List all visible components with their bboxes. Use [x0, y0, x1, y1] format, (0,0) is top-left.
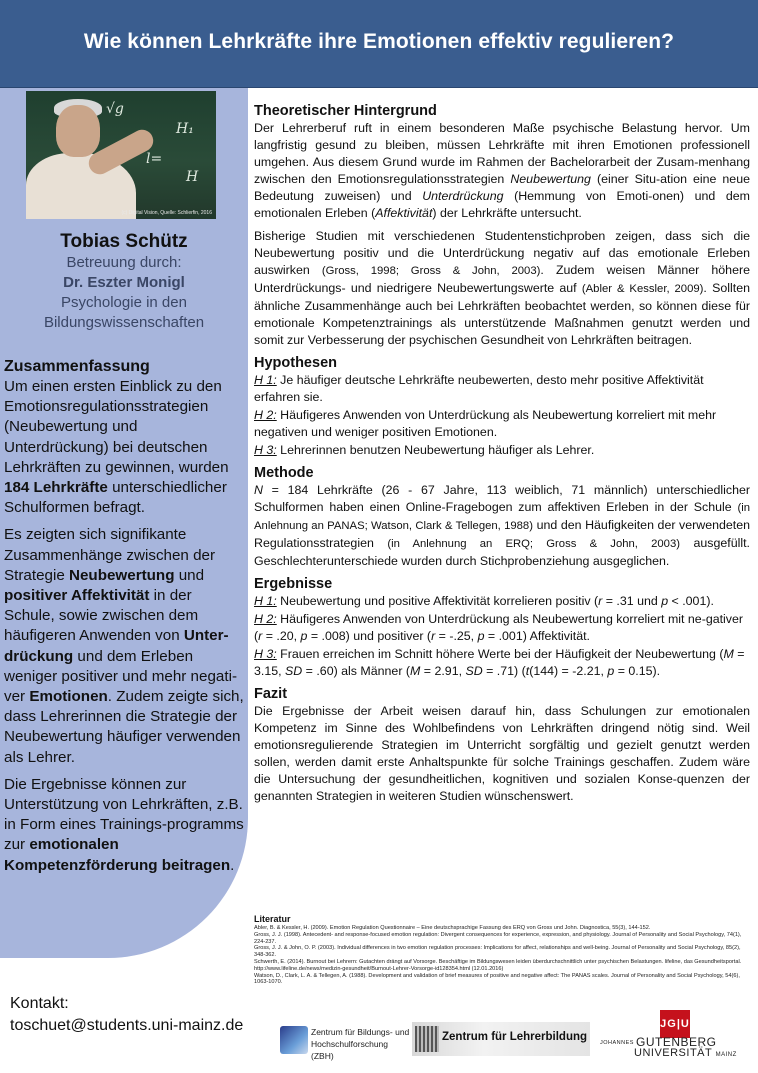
reference-item: Gross, J. J. (1998). Antecedent- and response-focused emotion regulation: Divergent consequences for experience, expression, and physiology. Journal of Personality and Social Psychology, 74(1), 224-237. — [254, 931, 742, 945]
jgu-logo-badge: JG|U — [660, 1010, 690, 1038]
zbh-logo-icon — [280, 1026, 308, 1054]
result-item: H 1: Neubewertung und positive Affektivität korrelieren positiv (r = .31 und p < .001). — [254, 594, 714, 608]
sidebar-panel — [0, 88, 248, 958]
summary-section — [4, 358, 246, 883]
chalk-formula: H — [186, 169, 199, 185]
chalk-formula: √g — [106, 101, 124, 117]
lehrerbildung-logo-icon — [415, 1026, 439, 1052]
section-title: Ergebnisse — [254, 576, 333, 592]
summary-paragraph: Die Ergebnisse können zur Unterstützung von Lehrkräften, z.B. in Form eines Trainings-programms zur emotionalen Kompetenzförderung beitragen. — [4, 775, 244, 874]
zbh-logo-text: Hochschulforschung (ZBH) — [311, 1039, 389, 1061]
lehrerbildung-logo — [412, 1022, 590, 1056]
summary-paragraph: Es zeigten sich signifikante Zusammenhänge zwischen der Strategie Neubewertung und positiver Affektivität in der Schule, sowie zwischen dem häufigeren Anwenden von Unter-drückung und dem Erleben weniger positiver und mehr negati-ver Emotionen. Zudem zeigte sich, dass Lehrerinnen die Strategie der Neubewertung häufiger verwenden als Lehrer. — [4, 526, 244, 766]
teacher-head-shape — [56, 105, 100, 157]
zbh-logo-text: Zentrum für Bildungs- und — [311, 1027, 410, 1037]
jgu-logo-text: JOHANNES — [600, 1040, 634, 1046]
result-item: H 2: Häufigeres Anwenden von Unterdrückung als Neubewertung korreliert mit ne-gativer (r = .20, p = .008) und positiver (r = -.25, p = .001) Affektivität. — [254, 612, 744, 643]
background-paragraph: Bisherige Studien mit verschiedenen Studentenstichproben zeigen, dass sich die Neubewertung positiv und die Unterdrückung negativ auf das emotionale Erleben auswirken (Gross, 1998; Gross & John, 2003). Zudem weisen Männer höhere Unterdrückungs- und niedrigere Neubewertungswerte auf (Abler & Kessler, 2009). Sollten ähnliche Zusammenhänge auch bei Lehrkräften beobachtet werden, so können diese für emotionale Kompetenztrainings als unterstützende Maßnahmen genutzt werden und somit zur Verbesserung der psychischen Gesundheit von Lehrkräften beitragen. — [254, 229, 750, 347]
jgu-logo-text: UNIVERSITÄT MAINZ — [634, 1047, 737, 1059]
reference-item: Gross, J. J. & John, O. P. (2003). Individual differences in two emotion regulation processes: Implications for affect, relationships and well-being. Journal of Personality and Social Psychology, 85(2), 348-362. — [254, 945, 741, 959]
lehrerbildung-logo-text: Zentrum für Lehrerbildung — [442, 1031, 588, 1043]
hypothesis-item: H 1: Je häufiger deutsche Lehrkräfte neubewerten, desto mehr positive Affektivität erfahren sie. — [254, 373, 704, 404]
author-name: Tobias Schütz — [60, 231, 188, 252]
summary-paragraph: Um einen ersten Einblick zu den Emotionsregulationsstrategien (Neubewertung und Unterdrückung) bei deutschen Lehrkräften zu gewinnen, wurden 184 Lehrkräfte unterschiedlicher Schulformen befragt. — [4, 378, 229, 517]
supervisor-name: Dr. Eszter Monigl — [63, 274, 185, 291]
logo-row — [280, 1010, 750, 1060]
result-item: H 3: Frauen erreichen im Schnitt höhere Werte bei der Häufigkeit der Neubewertung (M = 3.15, SD = .60) als Männer (M = 2.91, SD = .71) (t(144) = -2.21, p = 0.15). — [254, 647, 745, 678]
contact-email[interactable]: toschuet@students.uni-mainz.de — [10, 1017, 244, 1034]
section-title: Hypothesen — [254, 355, 337, 371]
poster-header — [0, 0, 758, 88]
main-content — [254, 100, 750, 811]
author-block — [0, 231, 248, 333]
jgu-logo-text: GUTENBERG — [636, 1035, 717, 1049]
contact-label: Kontakt: — [10, 995, 69, 1012]
reference-item: Schwerth, E. (2014). Burnout bei Lehrern: Gutachten drängt auf Vorsorge. Beschäftige im Bildungswesen leiden überdurchschnittlich unter psychischen Belastungen. lifeline, das Gesundheitsportal. http://www.lifeline.de/news/medizin-gesundheit/Burnout-Lehrer-Vorsorge-id128354.html (12.01.2016) — [254, 958, 742, 972]
department-line: Bildungswissenschaften — [43, 314, 205, 331]
reference-item: Abler, B. & Kessler, H. (2009). Emotion Regulation Questionnaire – Eine deutschsprachige Fassung des ERQ von Gross und John. Diagnostica, 55(3), 144-152. — [254, 925, 651, 931]
conclusion-paragraph: Die Ergebnisse der Arbeit weisen darauf hin, dass Schulungen zur emotionalen Kompetenz im Sinne des Wohlbefindens von Lehrkräften dringend nötig sind. Weil emotionsregulierende Strategien im Unterricht sorgfältig und gezielt genutzt werden sollen, werden damit erste Anhaltspunkte für solche Trainings geschaffen. Zudem wäre die Untersuchung der gesundheitlichen, kognitiven und sozialen Konse-quenzen der genannten Strategien in weiteren Studien wünschenswert. — [254, 704, 750, 803]
reference-item: Watson, D., Clark, L. A. & Tellegen, A. (1988). Development and validation of brief measures of positive and negative affect: The PANAS scales. Journal of Personality and Social Psychology, 54(6), 1063-1070. — [254, 972, 740, 986]
hypothesis-item: H 3: Lehrerinnen benutzen Neubewertung häufiger als Lehrer. — [254, 443, 595, 457]
supervision-label: Betreuung durch: — [66, 254, 182, 271]
poster-title: Wie können Lehrkräfte ihre Emotionen effektiv regulieren? — [83, 30, 675, 53]
teacher-photo — [26, 91, 216, 219]
contact-block — [10, 993, 243, 1037]
photo-credit: (c) Digital Vision, Quelle: Schlierfin, 2016 — [121, 210, 212, 216]
hypothesis-item: H 2: Häufigeres Anwenden von Unterdrückung als Neubewertung korreliert mit mehr negativen und weniger positiven Emotionen. — [254, 408, 717, 439]
jgu-logo — [596, 1010, 750, 1060]
section-title: Theoretischer Hintergrund — [254, 103, 437, 119]
references-title: Literatur — [254, 914, 291, 924]
department-line: Psychologie in den — [61, 294, 187, 311]
section-title: Methode — [254, 465, 314, 481]
chalk-formula: l= — [146, 151, 163, 167]
background-paragraph: Der Lehrerberuf ruft in einem besonderen Maße psychische Belastung hervor. Um langfristig gesund zu bleiben, müssen Lehrkräfte mit ihren Emotionen professionell umgehen. Aus diesem Grund wurde im Rahmen der Bachelorarbeit der Zusam-menhang zwischen den Emotionsregulationsstrategien Neubewertung (einer Situ-ation eine neue Bedeutung zuweisen) und Unterdrückung (Hemmung von Emoti-onen) und dem emotionalen Erleben (Affektivität) der Lehrkräfte untersucht. — [254, 121, 750, 220]
zbh-logo — [280, 1024, 410, 1061]
method-paragraph: N = 184 Lehrkräfte (26 - 67 Jahre, 113 weiblich, 71 männlich) unterschiedlicher Schulformen haben einen Online-Fragebogen zum affektiven Erleben in der Schule (in Anlehnung an PANAS; Watson, Clark & Tellegen, 1988) und den Häufigkeiten der verwendeten Regulationsstrategien (in Anlehnung an ERQ; Gross & John, 2003) ausgefüllt. Geschlechterunterschiede wurden durch Stichprobenziehung ausgeglichen. — [254, 483, 750, 568]
references-section — [254, 914, 750, 986]
section-title: Fazit — [254, 686, 288, 702]
chalk-formula: H₁ — [176, 121, 194, 137]
summary-title: Zusammenfassung — [4, 358, 150, 375]
